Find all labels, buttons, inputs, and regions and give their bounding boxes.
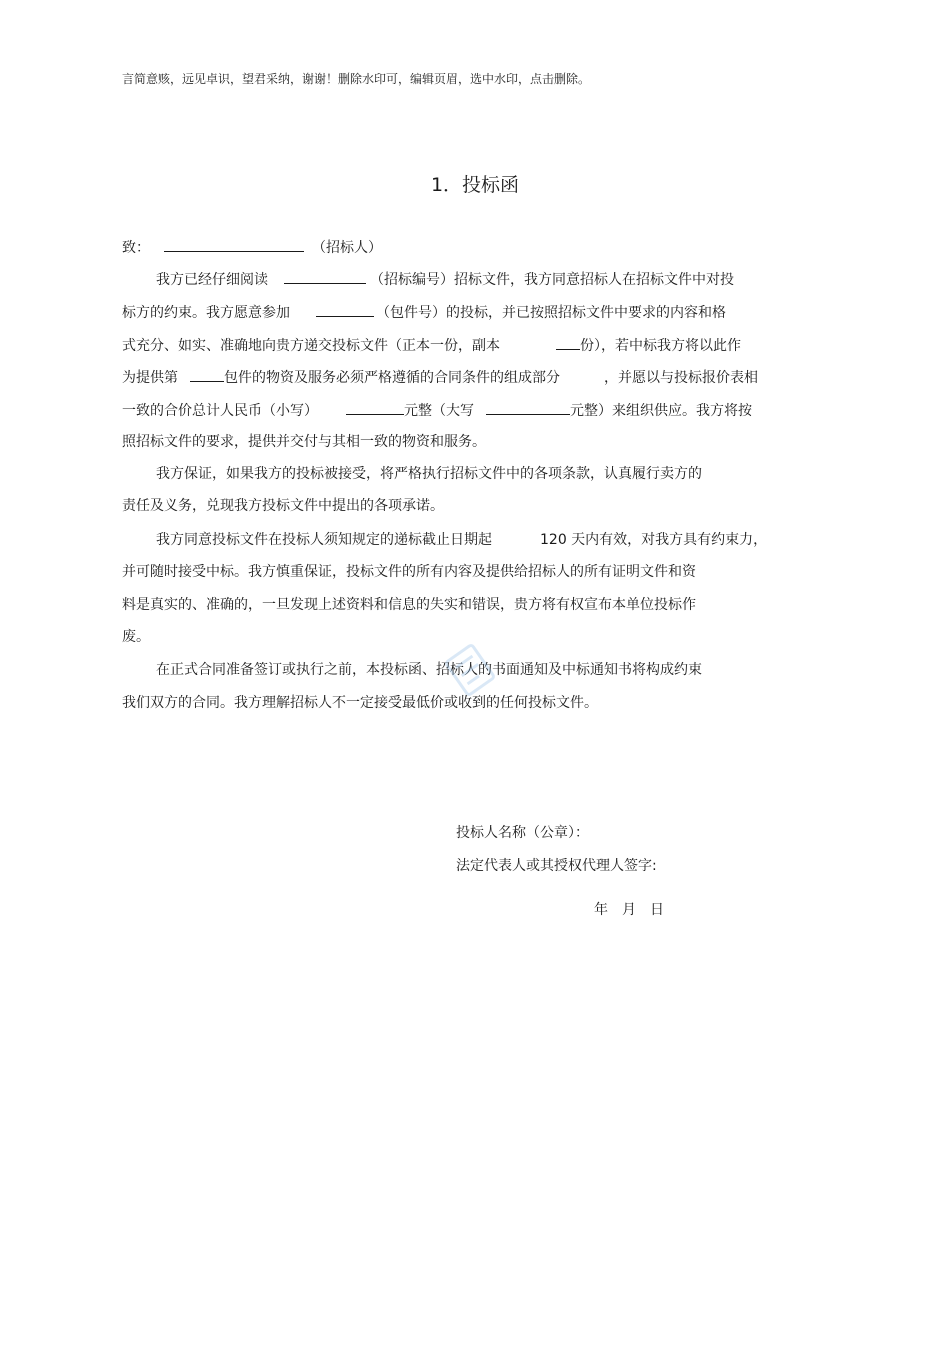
para1-l4c: ，并愿以与投标报价表相 bbox=[604, 370, 758, 386]
para1-l3a: 式充分、如实、准确地向贵方递交投标文件（正本一份，副本 bbox=[122, 338, 500, 354]
para1-line3 bbox=[122, 334, 741, 356]
para1-l5c: 元整）来组织供应。我方将按 bbox=[570, 403, 752, 419]
para1-l2a: 标方的约束。我方愿意参加 bbox=[122, 305, 290, 321]
para3-l1b: 120 天内有效，对我方具有约束力， bbox=[540, 532, 768, 548]
to-suffix: （招标人） bbox=[312, 240, 382, 256]
para1-l2b: （包件号）的投标，并已按照招标文件中要求的内容和格 bbox=[376, 305, 726, 321]
para1-l4a: 为提供第 bbox=[122, 370, 178, 386]
package-blank bbox=[190, 366, 224, 382]
para4-line1: 在正式合同准备签订或执行之前，本投标函、招标人的书面通知及中标通知书将构成约束 bbox=[156, 662, 702, 678]
para3-l1a: 我方同意投标文件在投标人须知规定的递标截止日期起 bbox=[156, 532, 492, 548]
para2-line1: 我方保证，如果我方的投标被接受，将严格执行招标文件中的各项条款，认真履行卖方的 bbox=[156, 466, 702, 482]
para3-line4: 废。 bbox=[122, 629, 150, 645]
para3-line3: 料是真实的、准确的，一旦发现上述资料和信息的失实和错误，贵方将有权宣布本单位投标作 bbox=[122, 597, 696, 613]
representative-signature-label: 法定代表人或其授权代理人签字: bbox=[456, 858, 657, 874]
bidder-name-label: 投标人名称（公章）： bbox=[456, 825, 589, 841]
para1-line1 bbox=[156, 268, 734, 290]
copies-blank bbox=[556, 334, 580, 350]
recipient-blank bbox=[164, 236, 304, 252]
para1-line5 bbox=[122, 399, 752, 421]
para1-l1a: 我方已经仔细阅读 bbox=[156, 272, 268, 288]
para1-line2 bbox=[122, 301, 726, 323]
para1-l5a: 一致的合价总计人民币（小写） bbox=[122, 403, 318, 419]
document-title: 1．投标函 bbox=[430, 174, 520, 196]
amount-words-blank bbox=[486, 399, 570, 415]
package-number-blank bbox=[316, 301, 374, 317]
para2-line2: 责任及义务，兑现我方投标文件中提出的各项承诺。 bbox=[122, 498, 444, 514]
para4-line2: 我们双方的合同。我方理解招标人不一定接受最低价或收到的任何投标文件。 bbox=[122, 695, 598, 711]
para3-line2: 并可随时接受中标。我方慎重保证，投标文件的所有内容及提供给招标人的所有证明文件和资 bbox=[122, 564, 696, 580]
signature-date: 年 月 日 bbox=[594, 902, 664, 918]
para3-line1 bbox=[156, 530, 767, 550]
para1-line6: 照招标文件的要求，提供并交付与其相一致的物资和服务。 bbox=[122, 434, 486, 450]
para1-l1b: （招标编号）招标文件，我方同意招标人在招标文件中对投 bbox=[370, 272, 734, 288]
para1-l5b: 元整（大写 bbox=[404, 403, 474, 419]
to-prefix: 致： bbox=[122, 240, 150, 256]
para1-line4 bbox=[122, 366, 758, 388]
para1-l4b: 包件的物资及服务必须严格遵循的合同条件的组成部分 bbox=[224, 370, 560, 386]
amount-figures-blank bbox=[346, 399, 404, 415]
tender-number-blank bbox=[284, 268, 366, 284]
header-note: 言简意赅，远见卓识，望君采纳，谢谢！删除水印可，编辑页眉，选中水印，点击删除。 bbox=[122, 72, 591, 86]
watermark-icon bbox=[440, 640, 500, 700]
to-line bbox=[122, 236, 382, 258]
para1-l3b: 份），若中标我方将以此作 bbox=[580, 338, 741, 354]
